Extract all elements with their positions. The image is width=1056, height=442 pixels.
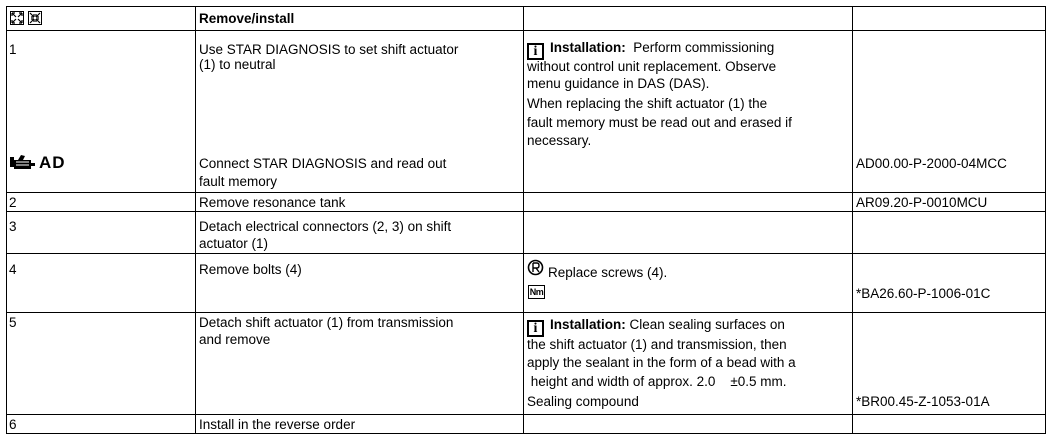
document-reference[interactable]: *BR00.45-Z-1053-01A (856, 394, 990, 409)
header-divider (6, 30, 1046, 31)
action-text: Detach electrical connectors (2, 3) on shift (199, 219, 452, 234)
note-text: necessary. (527, 133, 592, 148)
step-number: 1 (9, 42, 17, 57)
note-text: without control unit replacement. Observe (527, 59, 777, 74)
step-number: 6 (9, 417, 17, 432)
expand-all-icon[interactable] (10, 11, 24, 25)
replace-screw-icon (527, 259, 544, 276)
note-text: apply the sealant in the form of a bead with a (527, 355, 796, 370)
step-number: 3 (9, 219, 17, 234)
row-divider (6, 312, 1046, 313)
info-icon: i (527, 43, 544, 60)
action-text: Remove bolts (4) (199, 262, 302, 277)
column-divider (852, 6, 853, 433)
installation-note (527, 39, 774, 60)
document-reference[interactable]: *BA26.60-P-1006-01C (856, 286, 991, 301)
document-reference[interactable]: AD00.00-P-2000-04MCC (856, 156, 1007, 171)
note-label: Installation: (550, 40, 626, 55)
pointing-hand-icon (9, 154, 37, 170)
note-text: When replacing the shift actuator (1) the (527, 96, 768, 111)
column-divider (195, 6, 196, 433)
row-divider (6, 192, 1046, 193)
note-text: Perform commissioning (633, 40, 775, 55)
table-border-top (6, 6, 1046, 7)
note-text: height and width of approx. 2.0 ±0.5 mm. (527, 374, 787, 389)
action-text: Use STAR DIAGNOSIS to set shift actuator (199, 42, 459, 57)
table-title: Remove/install (199, 11, 295, 26)
column-divider (523, 6, 524, 433)
action-text: and remove (199, 332, 271, 347)
note-text: menu guidance in DAS (DAS). (527, 76, 710, 91)
note-text: Clean sealing surfaces on (629, 317, 785, 332)
ad-label: AD (39, 153, 66, 172)
action-text: Detach shift actuator (1) from transmission (199, 315, 454, 330)
note-text: fault memory must be read out and erased if (527, 115, 792, 130)
info-icon: i (527, 320, 544, 337)
column-divider (6, 6, 7, 433)
collapse-all-icon[interactable] (28, 11, 42, 25)
step-number: 2 (9, 195, 17, 210)
row-divider (6, 211, 1046, 212)
installation-note (527, 316, 785, 337)
action-text: fault memory (199, 174, 278, 189)
note-text: the shift actuator (1) and transmission, then (527, 337, 787, 352)
column-divider (1045, 6, 1046, 433)
action-text: Install in the reverse order (199, 417, 356, 432)
note-text: Replace screws (4). (548, 265, 668, 280)
note-text: Sealing compound (527, 394, 639, 409)
document-reference[interactable]: AR09.20-P-0010MCU (856, 195, 988, 210)
step-number: 5 (9, 315, 17, 330)
step-number: 4 (9, 262, 17, 277)
torque-icon: Nm (529, 287, 544, 297)
action-text: Connect STAR DIAGNOSIS and read out (199, 156, 447, 171)
row-divider (6, 253, 1046, 254)
action-text: Remove resonance tank (199, 195, 346, 210)
row-divider (6, 414, 1046, 415)
action-text: actuator (1) (199, 236, 269, 251)
table-border-bottom (6, 433, 1046, 434)
note-label: Installation: (550, 317, 626, 332)
action-text: (1) to neutral (199, 57, 276, 72)
